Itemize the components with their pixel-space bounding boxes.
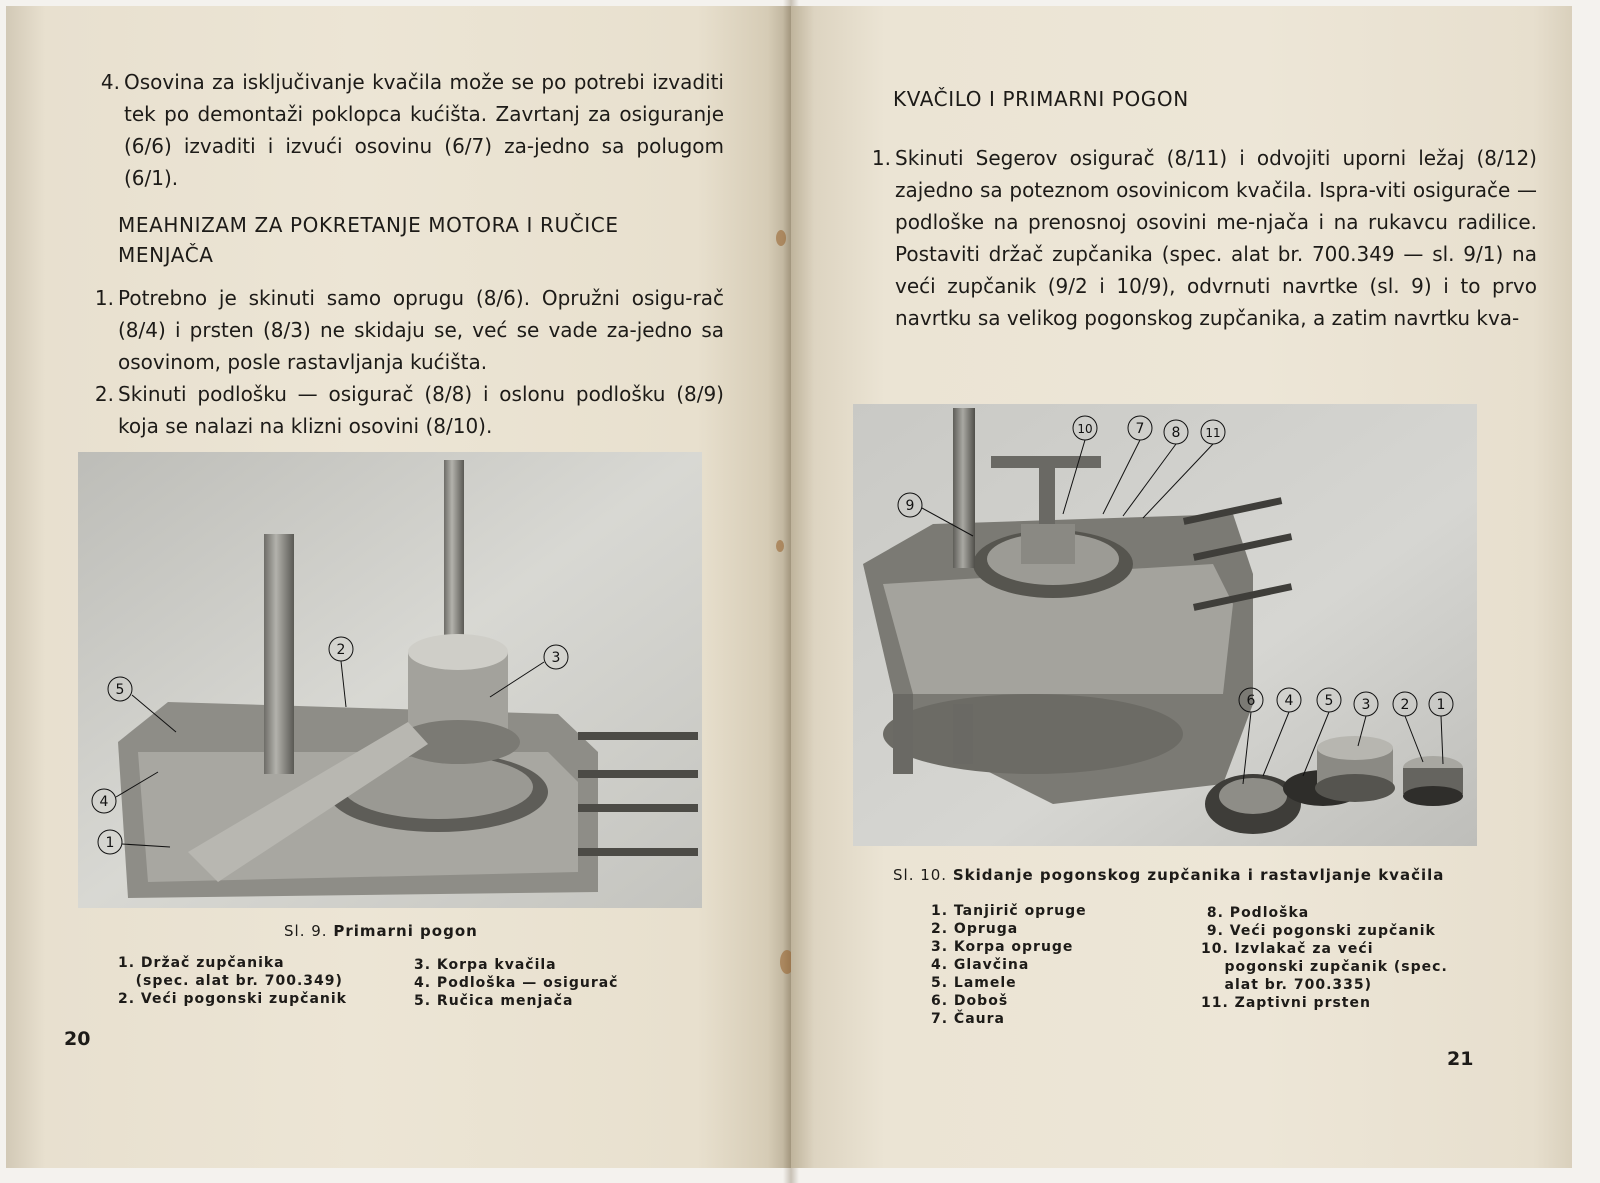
callout-1: 1 (1436, 697, 1446, 713)
section-heading: MEAHNIZAM ZA POKRETANJE MOTORA I RUČICE MENJAČA (118, 213, 619, 267)
legend-line: 1. Držač zupčanika (118, 955, 285, 971)
callout-9: 9 (905, 498, 915, 514)
paper-stain (776, 540, 784, 552)
callout-3: 3 (551, 650, 561, 666)
legend-line: pogonski zupčanik (spec. (1201, 959, 1448, 975)
figure-caption (893, 866, 1444, 884)
callout-4: 4 (99, 794, 109, 810)
item-text: Osovina za isključivanje kvačila može se po potrebi izvaditi tek po demontaži poklopca kućišta. Zavrtanj za osiguranje (6/6) izvaditi i izvući osovinu (6/7) za-jedno sa polugom (6/1). (124, 70, 724, 190)
legend-line: 7. Čaura (931, 1011, 1005, 1027)
legend-line: 1. Tanjirič opruge (931, 903, 1087, 919)
figure-clutch-removal-photo (853, 404, 1477, 846)
legend-line: 8. Podloška (1201, 905, 1310, 921)
legend-line: alat br. 700.335) (1201, 977, 1373, 993)
item-text: Potrebno je skinuti samo oprugu (8/6). Opružni osigu-rač (8/4) i prsten (8/3) ne skidaju se, već se vade za-jedno sa osovinom, posle rastavljanja kućišta. (118, 286, 724, 374)
legend-line: 3. Korpa kvačila (414, 957, 557, 973)
callout-5: 5 (1324, 693, 1334, 709)
caption-prefix: Sl. 10. (893, 866, 948, 884)
figure-legend-col1 (931, 902, 1087, 1028)
callout-6: 6 (1246, 693, 1256, 709)
figure-caption (284, 922, 478, 940)
callout-11: 11 (1205, 426, 1221, 440)
callout-2: 2 (336, 642, 346, 658)
callout-8: 8 (1171, 425, 1181, 441)
legend-line: 10. Izvlakač za veći (1201, 941, 1374, 957)
callout-5: 5 (115, 682, 125, 698)
legend-line: 2. Opruga (931, 921, 1019, 937)
legend-line: 11. Zaptivni prsten (1201, 995, 1371, 1011)
figure-legend-col2 (1201, 904, 1448, 1012)
legend-line: 5. Ručica menjača (414, 993, 574, 1009)
left-page (6, 6, 791, 1168)
page-number: 20 (64, 1028, 91, 1050)
figure-legend-col1 (118, 954, 347, 1008)
section-heading: KVAČILO I PRIMARNI POGON (893, 87, 1189, 111)
legend-line: 5. Lamele (931, 975, 1017, 991)
callout-1: 1 (105, 835, 115, 851)
legend-line: 4. Glavčina (931, 957, 1030, 973)
page-number: 21 (1447, 1048, 1474, 1070)
figure-legend-col2 (414, 956, 618, 1010)
callout-4: 4 (1284, 693, 1294, 709)
legend-line: 9. Veći pogonski zupčanik (1201, 923, 1436, 939)
item-number: 4. (100, 70, 120, 94)
caption-prefix: Sl. 9. (284, 922, 328, 940)
legend-line: 2. Veći pogonski zupčanik (118, 991, 347, 1007)
figure-primary-drive-photo (78, 452, 702, 908)
item-text: Skinuti podlošku — osigurač (8/8) i oslonu podlošku (8/9) koja se nalazi na klizni osovini (8/10). (118, 382, 724, 438)
callout-2: 2 (1400, 697, 1410, 713)
item-number: 1. (94, 286, 114, 310)
legend-line: 3. Korpa opruge (931, 939, 1074, 955)
item-text: Skinuti Segerov osigurač (8/11) i odvojiti uporni ležaj (8/12) zajedno sa poteznom osovinicom kvačila. Ispra-viti osigurače — podloške na prenosnoj osovini me-njača i na rukavcu radilice. Postaviti držač zupčanika (spec. alat br. 700.349 — sl. 9/1) na veći zupčanik (9/2 i 10/9), odvrnuti navrtke (sl. 9) i to prvo navrtku sa velikog pogonskog zupčanika, a zatim navrtku kva- (895, 146, 1537, 330)
callout-10: 10 (1077, 422, 1093, 436)
legend-line: 4. Podloška — osigurač (414, 975, 619, 991)
legend-line: (spec. alat br. 700.349) (118, 973, 343, 989)
callout-7: 7 (1135, 421, 1145, 437)
item-number: 2. (94, 382, 114, 406)
legend-line: 6. Doboš (931, 993, 1009, 1009)
callout-3: 3 (1361, 697, 1371, 713)
caption-title: Skidanje pogonskog zupčanika i rastavljanje kvačila (952, 866, 1445, 884)
caption-title: Primarni pogon (333, 922, 478, 940)
item-number: 1. (871, 146, 891, 170)
right-page (791, 6, 1572, 1168)
paper-stain (776, 230, 786, 246)
